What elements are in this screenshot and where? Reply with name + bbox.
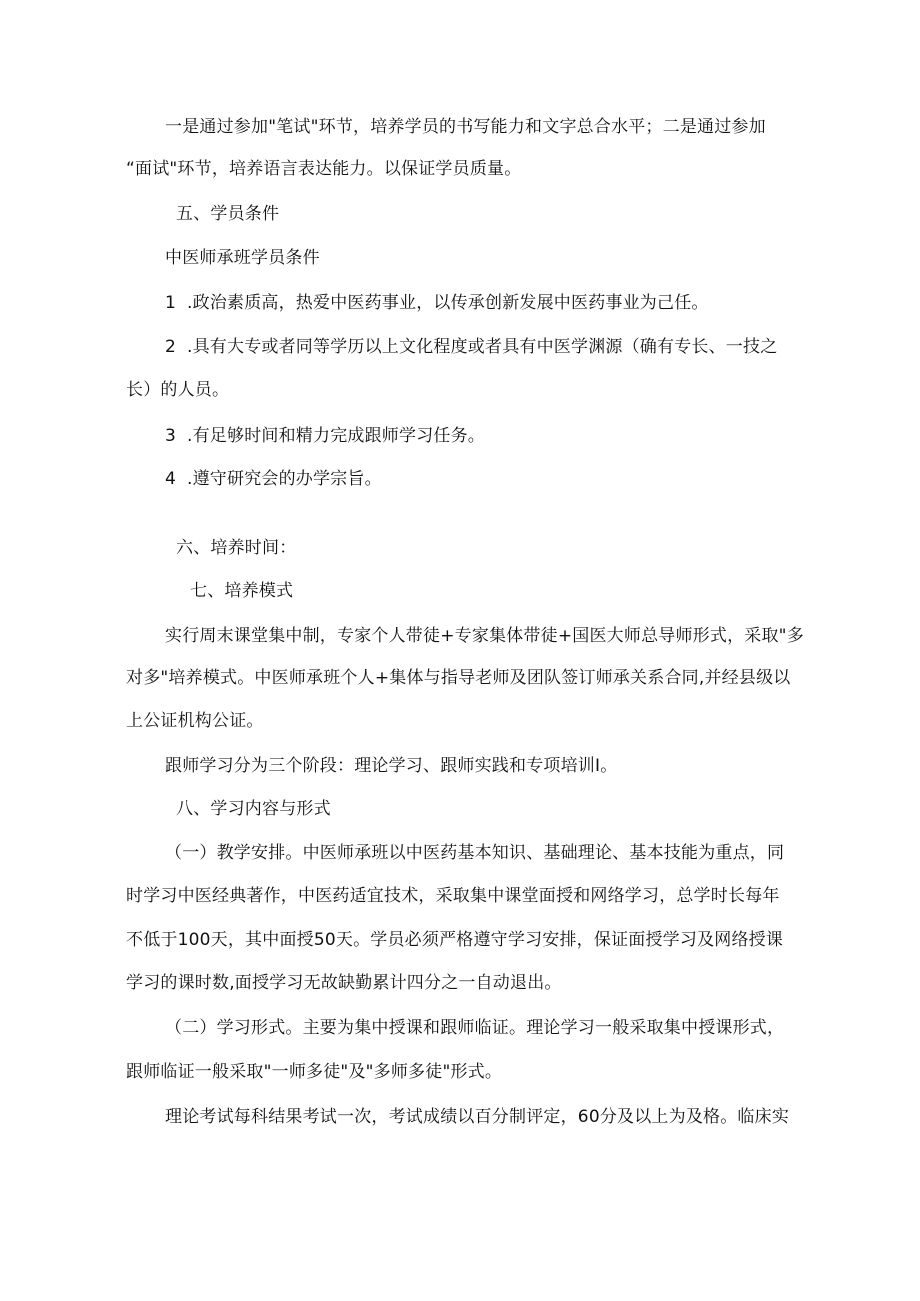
- condition-number: 3: [165, 426, 177, 446]
- section-heading-student-conditions: 五、学员条件: [176, 204, 280, 224]
- condition-item-1: [165, 292, 709, 314]
- condition-text: .政治素质高，热爱中医药事业，以传承创新发展中医药事业为己任。: [187, 293, 709, 313]
- condition-item-2: [165, 336, 777, 358]
- condition-item-2-continuation: 长）的人员。: [126, 380, 230, 400]
- section-heading-training-mode: 七、培养模式: [190, 581, 294, 601]
- paragraph-teaching-line-4: 学习的课时数,面授学习无故缺勤累计四分之一自动退出。: [126, 973, 562, 993]
- condition-item-3: [165, 425, 485, 447]
- paragraph-teaching-line-3: 不低于100天，其中面授50天。学员必须严格遵守学习安排，保证面授学习及网络授课: [126, 930, 784, 950]
- condition-number: 2: [165, 337, 177, 357]
- paragraph-exam-method-line-1: 一是通过参加"笔试"环节，培养学员的书写能力和文字总合水平；二是通过参加: [165, 117, 766, 137]
- section-heading-learning-content: 八、学习内容与形式: [176, 799, 331, 819]
- paragraph-learning-stages: 跟师学习分为三个阶段：理论学习、跟师实践和专项培训Ⅰ。: [165, 756, 618, 776]
- subheading-student-conditions: 中医师承班学员条件: [165, 248, 320, 268]
- condition-text: .具有大专或者同等学历以上文化程度或者具有中医学渊源（确有专长、一技之: [187, 337, 778, 357]
- paragraph-teaching-line-1: （一）教学安排。中医师承班以中医药基本知识、基础理论、基本技能为重点，同: [165, 843, 785, 863]
- paragraph-learning-form-line-1: （二）学习形式。主要为集中授课和跟师临证。理论学习一般采取集中授课形式，: [165, 1018, 785, 1038]
- paragraph-exam-rules-line-1: 理论考试每科结果考试一次，考试成绩以百分制评定，60分及以上为及格。临床实: [165, 1107, 790, 1127]
- section-heading-training-time: 六、培养时间：: [176, 538, 297, 558]
- paragraph-training-mode-line-3: 上公证机构公证。: [126, 711, 264, 731]
- condition-text: .有足够时间和精力完成跟师学习任务。: [187, 426, 486, 446]
- condition-number: 1: [165, 293, 177, 313]
- paragraph-training-mode-line-2: 对多"培养模式。中医师承班个人+集体与指导老师及团队签订师承关系合同,并经县级以: [126, 668, 791, 688]
- paragraph-learning-form-line-2: 跟师临证一般采取"一师多徒"及"多师多徒"形式。: [126, 1062, 503, 1082]
- paragraph-training-mode-line-1: 实行周末课堂集中制，专家个人带徒+专家集体带徒+国医大师总导师形式，采取"多: [165, 626, 804, 646]
- paragraph-teaching-line-2: 时学习中医经典著作，中医药适宜技术，采取集中课堂面授和网络学习，总学时长每年: [126, 886, 780, 906]
- condition-text: .遵守研究会的办学宗旨。: [187, 469, 382, 489]
- condition-number: 4: [165, 469, 177, 489]
- paragraph-exam-method-line-2: “面试"环节，培养语言表达能力。以保证学员质量。: [126, 159, 522, 179]
- condition-item-4: [165, 468, 382, 490]
